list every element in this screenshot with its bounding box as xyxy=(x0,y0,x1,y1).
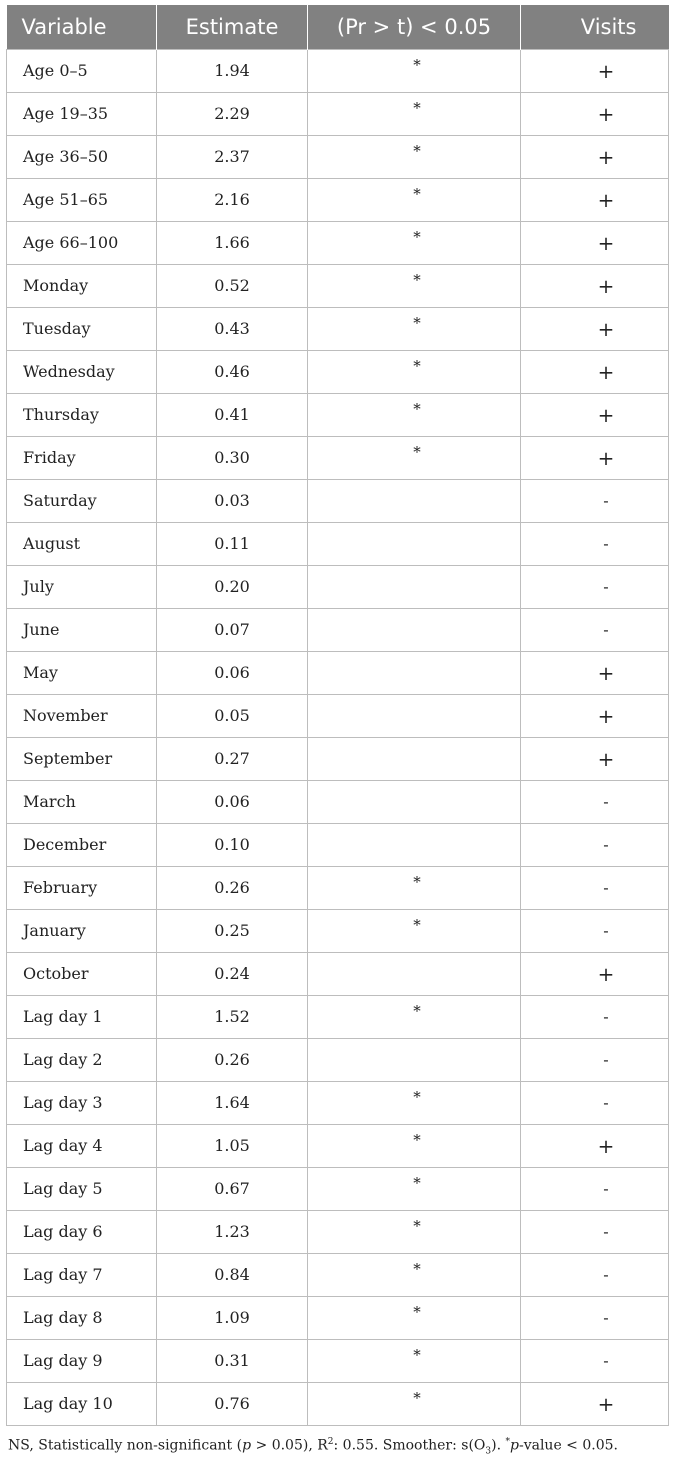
cell-variable: May xyxy=(7,651,157,694)
cell-estimate: 0.06 xyxy=(157,651,308,694)
cell-variable: Lag day 7 xyxy=(7,1253,157,1296)
cell-variable: Age 0–5 xyxy=(7,49,157,92)
visits-negative-marker: - xyxy=(603,1351,609,1370)
table-row xyxy=(7,823,669,866)
visits-positive-marker: + xyxy=(597,187,615,212)
table-row xyxy=(7,135,669,178)
cell-estimate: 2.37 xyxy=(157,135,308,178)
visits-positive-marker: + xyxy=(597,445,615,470)
header-row xyxy=(7,5,669,49)
visits-negative-marker: - xyxy=(603,1050,609,1069)
cell-variable: November xyxy=(7,694,157,737)
table-row xyxy=(7,307,669,350)
cell-visits xyxy=(521,995,669,1038)
cell-significance xyxy=(308,1296,521,1339)
cell-estimate: 0.26 xyxy=(157,1038,308,1081)
footnote-text-3: : 0.55. Smoother: s(O xyxy=(333,1437,486,1454)
cell-visits xyxy=(521,1038,669,1081)
cell-significance xyxy=(308,952,521,995)
footnote-r2-superscript: 2 xyxy=(327,1437,334,1447)
significance-marker: * xyxy=(413,142,421,160)
cell-visits xyxy=(521,1382,669,1425)
cell-significance xyxy=(308,1210,521,1253)
significance-marker: * xyxy=(413,1217,421,1235)
cell-visits xyxy=(521,1081,669,1124)
visits-positive-marker: + xyxy=(597,316,615,341)
footnote-star-marker: * xyxy=(505,1437,510,1447)
cell-visits xyxy=(521,178,669,221)
cell-significance xyxy=(308,1253,521,1296)
cell-variable: Lag day 3 xyxy=(7,1081,157,1124)
cell-variable: Lag day 5 xyxy=(7,1167,157,1210)
cell-significance xyxy=(308,866,521,909)
cell-variable: Age 51–65 xyxy=(7,178,157,221)
cell-estimate: 0.76 xyxy=(157,1382,308,1425)
significance-marker: * xyxy=(413,400,421,418)
cell-significance xyxy=(308,1081,521,1124)
cell-significance xyxy=(308,264,521,307)
cell-estimate: 2.29 xyxy=(157,92,308,135)
cell-variable: September xyxy=(7,737,157,780)
table-body xyxy=(7,49,669,1425)
visits-positive-marker: + xyxy=(597,961,615,986)
significance-marker: * xyxy=(413,1346,421,1364)
header-variable: Variable xyxy=(7,5,157,49)
visits-negative-marker: - xyxy=(603,921,609,940)
visits-positive-marker: + xyxy=(597,230,615,255)
cell-estimate: 1.64 xyxy=(157,1081,308,1124)
header-visits: Visits xyxy=(521,5,669,49)
cell-estimate: 0.20 xyxy=(157,565,308,608)
cell-significance xyxy=(308,909,521,952)
significance-marker: * xyxy=(413,1260,421,1278)
cell-variable: Thursday xyxy=(7,393,157,436)
cell-significance xyxy=(308,651,521,694)
cell-variable: Lag day 1 xyxy=(7,995,157,1038)
cell-significance xyxy=(308,737,521,780)
cell-estimate: 0.07 xyxy=(157,608,308,651)
cell-visits xyxy=(521,1167,669,1210)
cell-significance xyxy=(308,1382,521,1425)
cell-variable: Lag day 2 xyxy=(7,1038,157,1081)
cell-variable: Monday xyxy=(7,264,157,307)
footnote-p-symbol: p xyxy=(242,1437,252,1454)
cell-significance xyxy=(308,393,521,436)
cell-estimate: 0.03 xyxy=(157,479,308,522)
table-row xyxy=(7,436,669,479)
cell-estimate: 0.30 xyxy=(157,436,308,479)
cell-variable: Lag day 9 xyxy=(7,1339,157,1382)
visits-negative-marker: - xyxy=(603,491,609,510)
cell-estimate: 1.05 xyxy=(157,1124,308,1167)
cell-significance xyxy=(308,780,521,823)
cell-visits xyxy=(521,608,669,651)
visits-positive-marker: + xyxy=(597,144,615,169)
results-table xyxy=(6,5,669,1426)
cell-significance xyxy=(308,49,521,92)
visits-negative-marker: - xyxy=(603,1222,609,1241)
visits-positive-marker: + xyxy=(597,1133,615,1158)
table-row xyxy=(7,995,669,1038)
visits-negative-marker: - xyxy=(603,1179,609,1198)
significance-marker: * xyxy=(413,314,421,332)
cell-significance xyxy=(308,823,521,866)
cell-estimate: 0.06 xyxy=(157,780,308,823)
table-row xyxy=(7,1253,669,1296)
table-row xyxy=(7,565,669,608)
significance-marker: * xyxy=(413,1131,421,1149)
significance-marker: * xyxy=(413,873,421,891)
header-significance: (Pr > t) < 0.05 xyxy=(308,5,521,49)
cell-visits xyxy=(521,1339,669,1382)
table-row xyxy=(7,952,669,995)
footnote-o3-subscript: 3 xyxy=(485,1446,492,1457)
visits-positive-marker: + xyxy=(597,359,615,384)
cell-estimate: 0.24 xyxy=(157,952,308,995)
cell-significance xyxy=(308,178,521,221)
cell-estimate: 0.52 xyxy=(157,264,308,307)
table-footnote xyxy=(8,1437,618,1456)
cell-visits xyxy=(521,780,669,823)
cell-variable: Wednesday xyxy=(7,350,157,393)
cell-visits xyxy=(521,1124,669,1167)
cell-variable: Lag day 6 xyxy=(7,1210,157,1253)
table-row xyxy=(7,608,669,651)
cell-visits xyxy=(521,49,669,92)
table-row xyxy=(7,49,669,92)
visits-negative-marker: - xyxy=(603,1093,609,1112)
cell-estimate: 0.05 xyxy=(157,694,308,737)
cell-variable: Tuesday xyxy=(7,307,157,350)
table-row xyxy=(7,264,669,307)
cell-estimate: 0.67 xyxy=(157,1167,308,1210)
cell-visits xyxy=(521,350,669,393)
cell-significance xyxy=(308,1038,521,1081)
significance-marker: * xyxy=(413,1303,421,1321)
significance-marker: * xyxy=(413,1174,421,1192)
footnote-text-5: -value < 0.05. xyxy=(518,1437,618,1454)
cell-variable: March xyxy=(7,780,157,823)
cell-variable: January xyxy=(7,909,157,952)
visits-positive-marker: + xyxy=(597,660,615,685)
significance-marker: * xyxy=(413,916,421,934)
cell-estimate: 0.43 xyxy=(157,307,308,350)
cell-visits xyxy=(521,651,669,694)
table-row xyxy=(7,909,669,952)
cell-significance xyxy=(308,307,521,350)
cell-visits xyxy=(521,1253,669,1296)
cell-significance xyxy=(308,479,521,522)
significance-marker: * xyxy=(413,357,421,375)
table-row xyxy=(7,1167,669,1210)
cell-visits xyxy=(521,522,669,565)
cell-estimate: 0.46 xyxy=(157,350,308,393)
significance-marker: * xyxy=(413,443,421,461)
visits-positive-marker: + xyxy=(597,1391,615,1416)
visits-negative-marker: - xyxy=(603,620,609,639)
visits-positive-marker: + xyxy=(597,746,615,771)
cell-estimate: 1.66 xyxy=(157,221,308,264)
cell-estimate: 1.94 xyxy=(157,49,308,92)
visits-positive-marker: + xyxy=(597,402,615,427)
cell-visits xyxy=(521,221,669,264)
table-row xyxy=(7,1296,669,1339)
table-row xyxy=(7,522,669,565)
cell-estimate: 0.27 xyxy=(157,737,308,780)
cell-estimate: 0.84 xyxy=(157,1253,308,1296)
visits-positive-marker: + xyxy=(597,101,615,126)
cell-significance xyxy=(308,92,521,135)
cell-visits xyxy=(521,135,669,178)
cell-visits xyxy=(521,479,669,522)
cell-significance xyxy=(308,995,521,1038)
visits-negative-marker: - xyxy=(603,1265,609,1284)
cell-estimate: 1.23 xyxy=(157,1210,308,1253)
cell-visits xyxy=(521,694,669,737)
footnote-p-symbol-2: p xyxy=(510,1437,519,1454)
visits-negative-marker: - xyxy=(603,792,609,811)
table-row xyxy=(7,393,669,436)
cell-estimate: 2.16 xyxy=(157,178,308,221)
cell-variable: Lag day 4 xyxy=(7,1124,157,1167)
table-row xyxy=(7,350,669,393)
cell-visits xyxy=(521,866,669,909)
cell-significance xyxy=(308,221,521,264)
table-row xyxy=(7,479,669,522)
footnote-text-2: > 0.05), R xyxy=(251,1437,328,1454)
table-row xyxy=(7,1210,669,1253)
cell-variable: October xyxy=(7,952,157,995)
cell-visits xyxy=(521,92,669,135)
cell-variable: July xyxy=(7,565,157,608)
cell-significance xyxy=(308,694,521,737)
cell-estimate: 0.31 xyxy=(157,1339,308,1382)
visits-negative-marker: - xyxy=(603,1007,609,1026)
visits-negative-marker: - xyxy=(603,534,609,553)
cell-estimate: 1.09 xyxy=(157,1296,308,1339)
cell-visits xyxy=(521,737,669,780)
table-row xyxy=(7,178,669,221)
cell-estimate: 0.11 xyxy=(157,522,308,565)
significance-marker: * xyxy=(413,271,421,289)
visits-negative-marker: - xyxy=(603,1308,609,1327)
cell-variable: Saturday xyxy=(7,479,157,522)
visits-positive-marker: + xyxy=(597,703,615,728)
cell-variable: February xyxy=(7,866,157,909)
significance-marker: * xyxy=(413,56,421,74)
significance-marker: * xyxy=(413,228,421,246)
table-row xyxy=(7,694,669,737)
table-row xyxy=(7,1124,669,1167)
cell-variable: Age 19–35 xyxy=(7,92,157,135)
cell-visits xyxy=(521,307,669,350)
cell-estimate: 0.10 xyxy=(157,823,308,866)
table-row xyxy=(7,780,669,823)
significance-marker: * xyxy=(413,1088,421,1106)
cell-visits xyxy=(521,1296,669,1339)
cell-visits xyxy=(521,264,669,307)
footnote-text-1: NS, Statistically non-significant ( xyxy=(8,1437,243,1454)
table-row xyxy=(7,1382,669,1425)
cell-visits xyxy=(521,909,669,952)
cell-significance xyxy=(308,1124,521,1167)
visits-positive-marker: + xyxy=(597,273,615,298)
table-row xyxy=(7,1339,669,1382)
cell-visits xyxy=(521,1210,669,1253)
results-table-container xyxy=(6,5,668,1426)
visits-positive-marker: + xyxy=(597,58,615,83)
visits-negative-marker: - xyxy=(603,577,609,596)
cell-variable: Friday xyxy=(7,436,157,479)
cell-significance xyxy=(308,1339,521,1382)
table-row xyxy=(7,92,669,135)
cell-visits xyxy=(521,823,669,866)
significance-marker: * xyxy=(413,185,421,203)
header-estimate: Estimate xyxy=(157,5,308,49)
cell-estimate: 0.25 xyxy=(157,909,308,952)
visits-negative-marker: - xyxy=(603,878,609,897)
cell-variable: August xyxy=(7,522,157,565)
cell-variable: Age 36–50 xyxy=(7,135,157,178)
cell-variable: Age 66–100 xyxy=(7,221,157,264)
table-row xyxy=(7,221,669,264)
cell-significance xyxy=(308,608,521,651)
cell-significance xyxy=(308,565,521,608)
cell-variable: December xyxy=(7,823,157,866)
cell-visits xyxy=(521,565,669,608)
table-row xyxy=(7,1038,669,1081)
cell-variable: June xyxy=(7,608,157,651)
table-header xyxy=(7,5,669,49)
cell-significance xyxy=(308,350,521,393)
cell-significance xyxy=(308,135,521,178)
significance-marker: * xyxy=(413,99,421,117)
table-row xyxy=(7,1081,669,1124)
cell-visits xyxy=(521,952,669,995)
cell-significance xyxy=(308,522,521,565)
table-row xyxy=(7,866,669,909)
cell-significance xyxy=(308,436,521,479)
cell-estimate: 1.52 xyxy=(157,995,308,1038)
cell-estimate: 0.26 xyxy=(157,866,308,909)
significance-marker: * xyxy=(413,1002,421,1020)
cell-significance xyxy=(308,1167,521,1210)
cell-variable: Lag day 8 xyxy=(7,1296,157,1339)
cell-estimate: 0.41 xyxy=(157,393,308,436)
table-row xyxy=(7,737,669,780)
significance-marker: * xyxy=(413,1389,421,1407)
cell-visits xyxy=(521,436,669,479)
visits-negative-marker: - xyxy=(603,835,609,854)
cell-visits xyxy=(521,393,669,436)
footnote-text-4: ). xyxy=(491,1437,506,1454)
cell-variable: Lag day 10 xyxy=(7,1382,157,1425)
table-row xyxy=(7,651,669,694)
